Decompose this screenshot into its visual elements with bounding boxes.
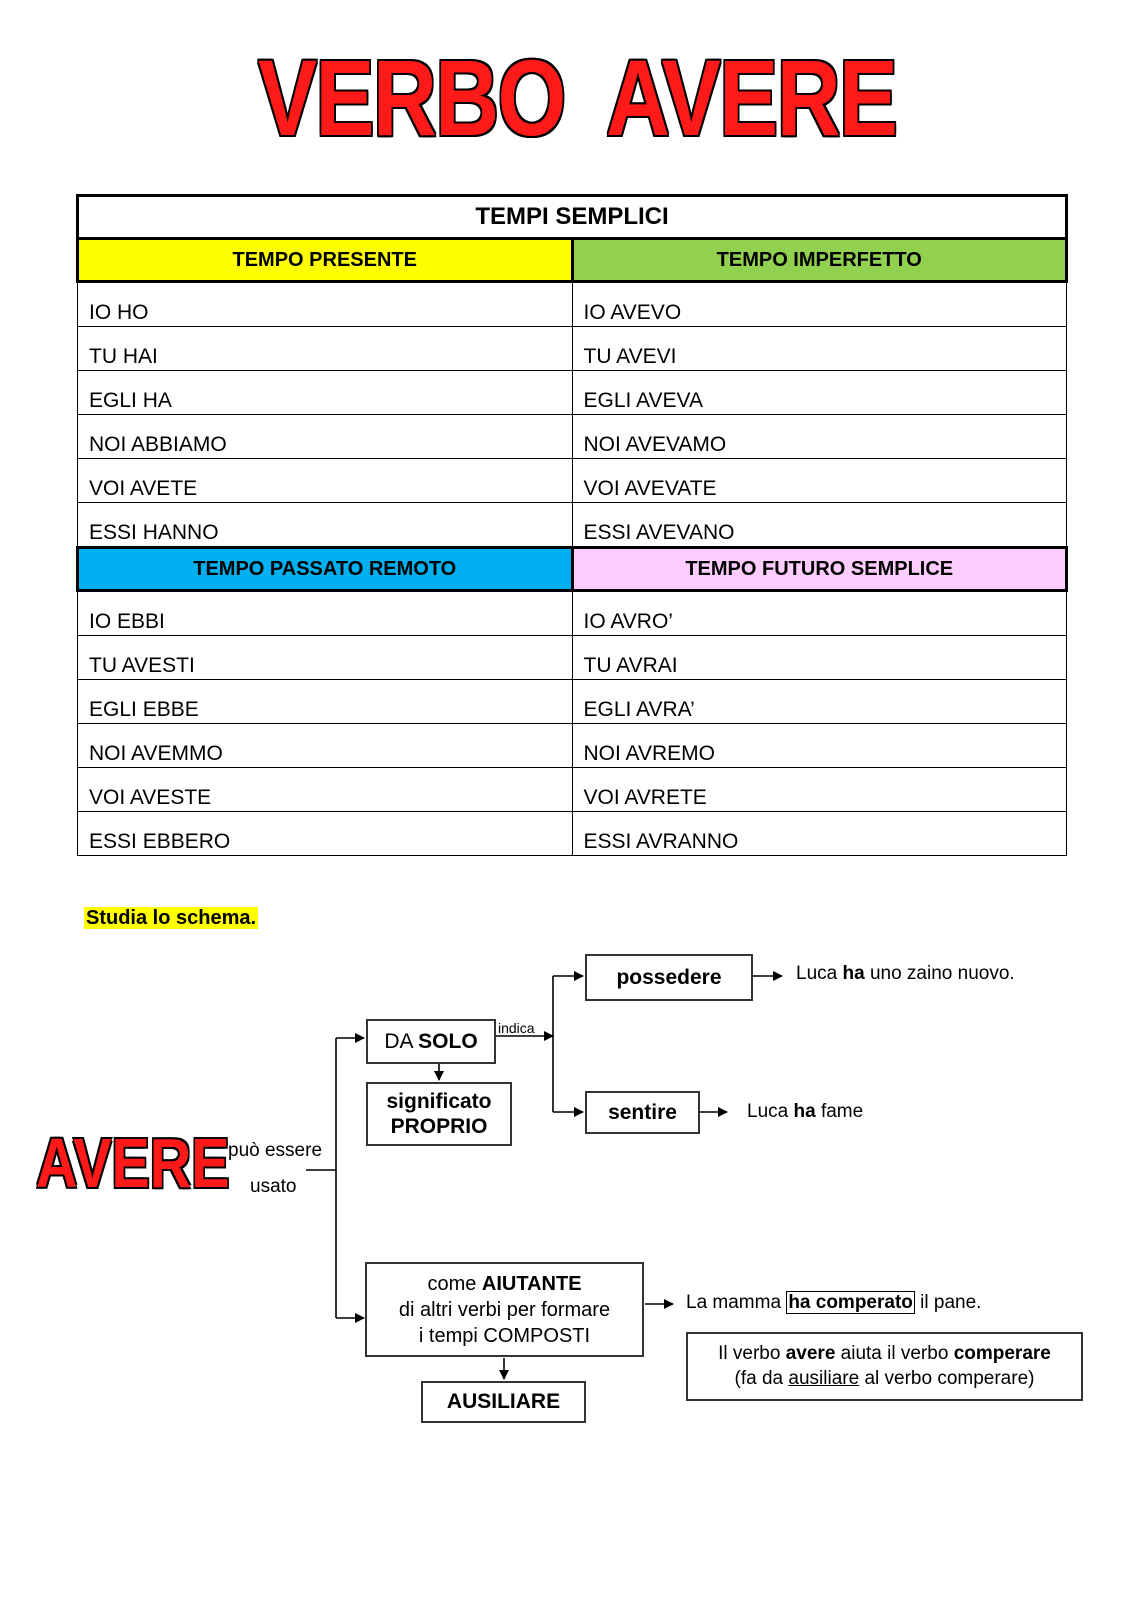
conjugation-cell: EGLI AVEVA (572, 371, 1067, 415)
conjugation-cell: TU AVESTI (78, 636, 573, 680)
conjugation-cell: NOI ABBIAMO (78, 415, 573, 459)
table-main-header: TEMPI SEMPLICI (78, 196, 1067, 239)
sentire-box: sentire (585, 1091, 700, 1134)
auxiliary-note-box: Il verbo avere aiuta il verbo comperare (fa da ausiliare al verbo comperare) (686, 1332, 1083, 1401)
conjugation-cell: ESSI AVEVANO (572, 503, 1067, 548)
conjugation-cell: IO AVRO’ (572, 591, 1067, 636)
conjugation-cell: IO HO (78, 282, 573, 327)
avere-label: AVERE (36, 1124, 230, 1202)
usato-text: usato (250, 1176, 297, 1197)
conjugation-cell: EGLI EBBE (78, 680, 573, 724)
conjugation-cell: ESSI HANNO (78, 503, 573, 548)
conjugation-cell: NOI AVEVAMO (572, 415, 1067, 459)
example-possedere: Luca ha uno zaino nuovo. (796, 963, 1015, 984)
conjugation-cell: TU HAI (78, 327, 573, 371)
conjugation-cell: VOI AVETE (78, 459, 573, 503)
conjugation-cell: IO AVEVO (572, 282, 1067, 327)
puo-essere-text: può essere (228, 1140, 323, 1161)
conjugation-cell: EGLI AVRA’ (572, 680, 1067, 724)
example-aiutante: La mamma ha comperato il pane. (686, 1292, 982, 1313)
conjugation-cell: ESSI EBBERO (78, 812, 573, 856)
conjugation-cell: TU AVRAI (572, 636, 1067, 680)
conjugation-cell: IO EBBI (78, 591, 573, 636)
indica-label: indica (498, 1020, 535, 1036)
ha-comperato-highlight: ha comperato (788, 1292, 913, 1313)
title-avere: AVERE (606, 37, 897, 158)
ausiliare-box: AUSILIARE (421, 1381, 586, 1423)
conjugation-cell: EGLI HA (78, 371, 573, 415)
tense-header-0-right: TEMPO IMPERFETTO (572, 239, 1067, 282)
aiutante-box: come AIUTANTE di altri verbi per formare i tempi COMPOSTI (365, 1262, 644, 1357)
conjugation-cell: VOI AVRETE (572, 768, 1067, 812)
significato-proprio-box: significato PROPRIO (366, 1082, 512, 1146)
tense-header-1-left: TEMPO PASSATO REMOTO (78, 548, 573, 591)
conjugation-cell: VOI AVESTE (78, 768, 573, 812)
conjugation-cell: NOI AVEMMO (78, 724, 573, 768)
possedere-box: possedere (585, 954, 753, 1001)
instruction: Studia lo schema. (86, 907, 257, 929)
conjugation-cell: TU AVEVI (572, 327, 1067, 371)
tense-header-0-left: TEMPO PRESENTE (78, 239, 573, 282)
conjugation-cell: VOI AVEVATE (572, 459, 1067, 503)
tense-header-1-right: TEMPO FUTURO SEMPLICE (572, 548, 1067, 591)
title-verbo: VERBO (258, 37, 565, 158)
conjugation-cell: NOI AVREMO (572, 724, 1067, 768)
da-solo-box: DA SOLO (366, 1019, 496, 1064)
conjugation-cell: ESSI AVRANNO (572, 812, 1067, 856)
example-sentire: Luca ha fame (747, 1101, 864, 1122)
